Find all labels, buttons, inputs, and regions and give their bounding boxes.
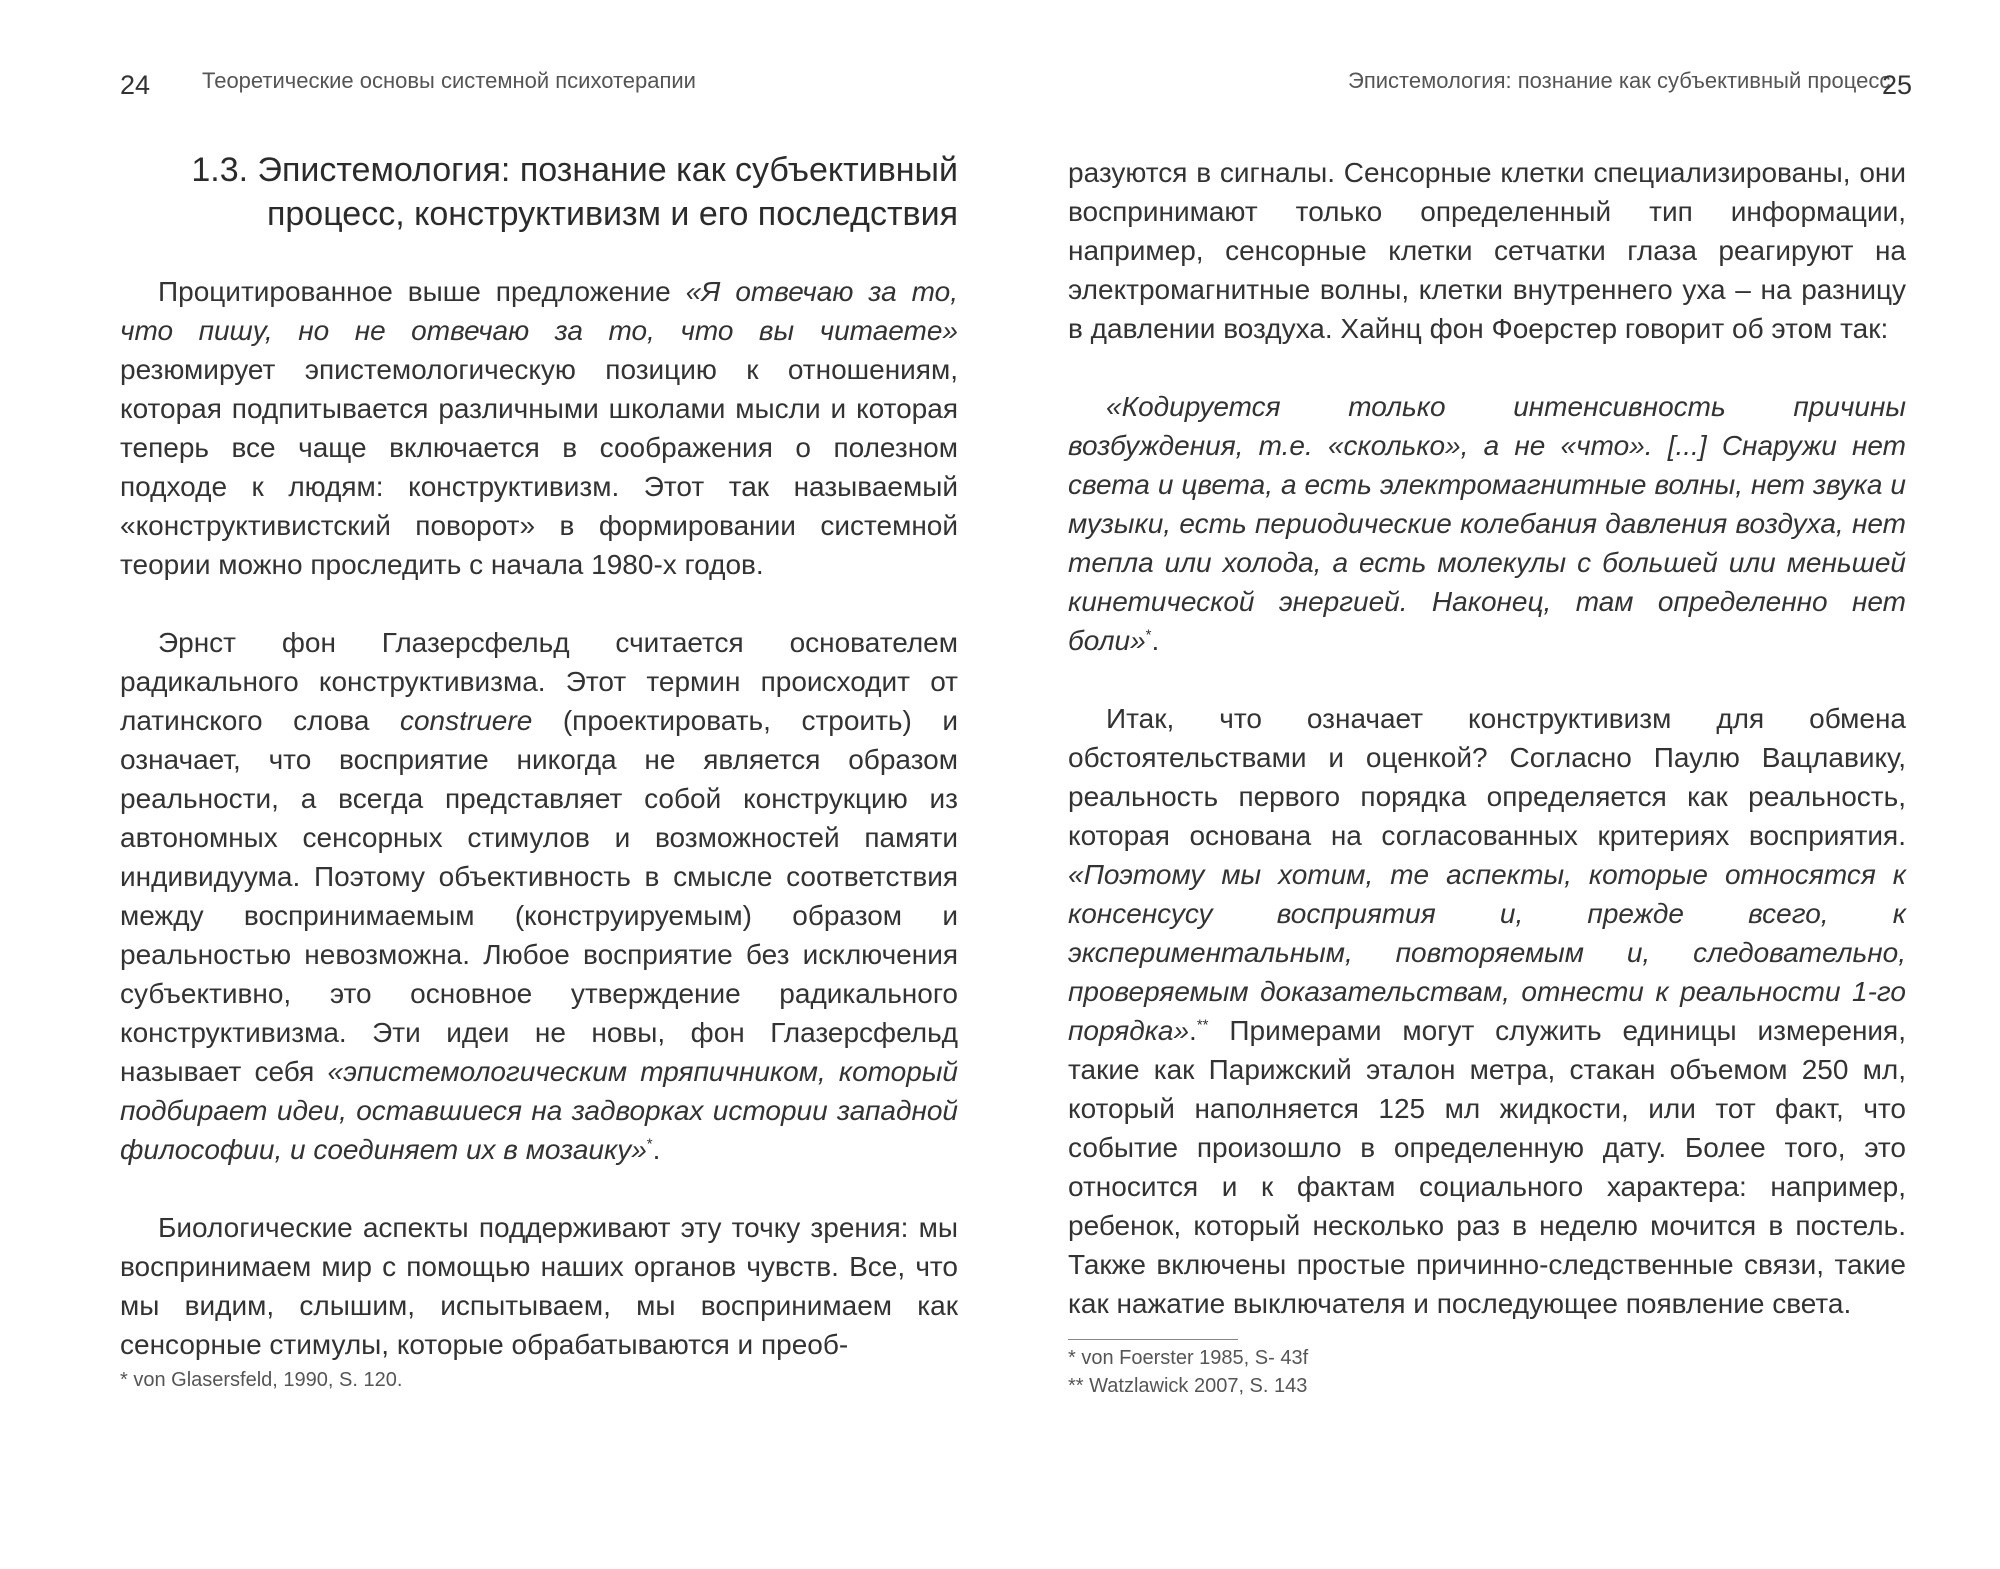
footnote-right-1: * von Foerster 1985, S- 43f (1068, 1347, 1309, 1369)
text-run: Эрнст фон Глазерсфельд считается основателем радикального конструктивизма. Этот термин происходит от латинского слова (120, 627, 958, 736)
running-head-right: Эпистемология: познание как субъективный процесс (1348, 68, 1891, 93)
text-run: Примерами могут служить единицы измерения, такие как Парижский эталон метра, стакан объемом 250 мл, который наполняется 125 мл жидкости, или тот факт, что событие произошло в определенную дату. Более того, это относится и к фактам социального характера: например, ребенок, который несколько раз в неделю мочится в постель. Также включены простые причинно-следственные связи, такие как нажатие выключателя и последующее появление света. (1068, 1015, 1906, 1319)
latin-term: construere (399, 705, 533, 736)
text-run: . (1151, 625, 1160, 656)
footnote-mark: * (646, 1135, 653, 1153)
right-body-text (1068, 153, 1906, 1400)
footnote-left: * von Glasersfeld, 1990, S. 120. (120, 1369, 403, 1391)
paragraph: Биологические аспекты поддерживают эту точку зрения: мы воспринимаем мир с помощью наших органов чувств. Все, что мы видим, слышим, испытываем, мы воспринимаем как сенсорные стимулы, которые обрабатываются и преоб- (120, 1212, 958, 1360)
paragraph: разуются в сигналы. Сенсорные клетки специализированы, они воспринимают только определенный тип информации, например, сенсорные клетки сетчатки глаза реагируют на электромагнитные волны, клетки внутреннего уха – на разницу в давлении воздуха. Хайнц фон Фоерстер говорит об этом так: (1068, 157, 1906, 344)
text-run: (проектировать, строить) и означает, что восприятие никогда не является образом реальности, а всегда представляет собой конструкцию из автономных сенсорных стимулов и возможностей памяти индивидуума. Поэтому объективность в смысле соответствия между воспринимаемым (конструируемым) образом и реальностью невозможна. Любое восприятие без исключения субъективно, это основное утверждение радикального конструктивизма. Эти идеи не новы, фон Глазерсфельд называет себя (120, 705, 958, 1087)
paragraph (120, 623, 958, 1169)
paragraph (120, 272, 958, 584)
quote-run: «эпистемологическим тряпичником, который подбирает идеи, оставшиеся на задворках истории западной философии, и соединяет их в мозаику» (120, 1056, 958, 1165)
running-head-left: Теоретические основы системной психотерапии (202, 68, 696, 93)
footnote-rule (1068, 1339, 1238, 1340)
text-run: резюмирует эпистемологическую позицию к отношениям, которая подпитывается различными школами мысли и которая теперь все чаще включается в соображения о полезном подходе к людям: конструктивизм. Этот так называемый «конструктивистский поворот» в формировании системной теории можно проследить с начала 1980-х годов. (120, 354, 958, 580)
left-body-text (120, 272, 958, 1394)
footnote-mark: * (1145, 626, 1152, 644)
quote-run: «Поэтому мы хотим, те аспекты, которые относятся к консенсусу восприятия и, прежде всего, к экспериментальным, повторяемым и, следовательно, проверяемым доказательствам, отнести к реальности 1-го порядка» (1068, 859, 1906, 1046)
section-heading: 1.3. Эпистемология: познание как субъективный процесс, конструктивизм и его последствия (191, 151, 958, 233)
footnote-mark: ** (1196, 1016, 1209, 1034)
text-run: Итак, что означает конструктивизм для обмена обстоятельствами и оценкой? Согласно Паулю Вацлавику, реальность первого порядка определяется как реальность, которая основана на согласованных критериях восприятия. (1068, 703, 1906, 851)
text-run: Процитированное выше предложение (158, 276, 686, 307)
quote-run: «Кодируется только интенсивность причины возбуждения, т.е. «сколько», а не «что». [...] Снаружи нет света и цвета, а есть электромагнитные волны, нет звука и музыки, есть периодические колебания давления воздуха, нет тепла или холода, а есть молекулы с большей или меньшей кинетической энергией. Наконец, там определенно нет боли» (1068, 391, 1906, 656)
text-run: . (652, 1134, 661, 1165)
right-page (1000, 0, 2000, 1569)
paragraph (1068, 699, 1906, 1323)
quote-run: «Я отвечаю за то, что пишу, но не отвечаю за то, что вы читаете» (120, 276, 958, 346)
text-run: . (1189, 1015, 1197, 1046)
footnote-right-2: ** Watzlawick 2007, S. 143 (1068, 1375, 1308, 1397)
block-quote (1068, 387, 1906, 660)
page-number-left: 24 (120, 70, 151, 100)
page-number-right: 25 (1882, 70, 1913, 100)
